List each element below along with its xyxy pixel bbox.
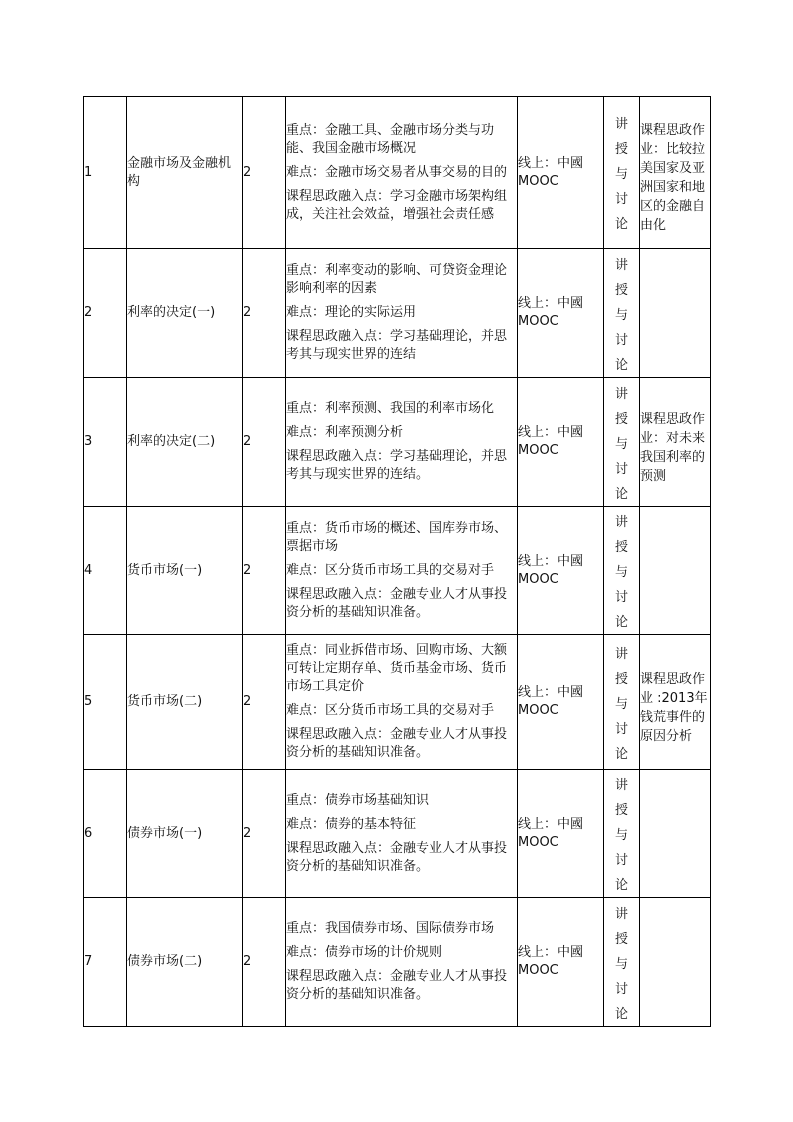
ideology-point: 课程思政融入点：金融专业人才从事投资分析的基础知识准备。: [286, 840, 508, 874]
topic: 利率的决定(二): [127, 434, 216, 449]
key-points: 重点：债券市场基础知识: [286, 792, 430, 808]
topic: 债券市场(一): [127, 825, 203, 841]
row-number: 7: [84, 954, 93, 969]
teaching-method-cell: [604, 97, 640, 249]
topic-cell: [127, 507, 243, 635]
teaching-method-char: 讨: [614, 192, 628, 207]
hours: 2: [243, 434, 252, 449]
teaching-method-char: 论: [614, 878, 628, 893]
hours-cell: [243, 249, 286, 378]
teaching-method-char: 讨: [614, 332, 628, 348]
row-number-cell: [84, 635, 127, 770]
content-cell: [286, 635, 518, 770]
key-points: 重点：利率预测、我国的利率市场化: [286, 401, 495, 416]
teaching-mode-cell: [518, 507, 604, 635]
teaching-method-char: 授: [614, 282, 628, 298]
content-cell: [286, 770, 518, 898]
teaching-method-cell: [604, 898, 640, 1027]
teaching-method-char: 讲: [614, 646, 628, 662]
ideology-point: 课程思政融入点：金融专业人才从事投资分析的基础知识准备。: [286, 969, 508, 1002]
course-schedule-table: [83, 96, 711, 1027]
content-cell: [286, 507, 518, 635]
teaching-method-char: 授: [614, 931, 628, 947]
ideology-point: 课程思政融入点：学习基础理论，并思考其与现实世界的连结。: [286, 449, 508, 482]
teaching-mode: 线上：中國MOOC: [518, 155, 584, 189]
teaching-mode: 线上：中國MOOC: [518, 553, 584, 587]
table-row: [84, 378, 711, 507]
difficulty: 难点：理论的实际运用: [286, 305, 417, 320]
key-points: 重点：金融工具、金融市场分类与功能、我国金融市场概况: [286, 122, 495, 156]
key-points: 重点：我国债券市场、国际债券市场: [286, 921, 495, 936]
homework-cell: [640, 378, 711, 507]
teaching-mode: 线上：中國MOOC: [518, 945, 584, 978]
row-number-cell: [84, 770, 127, 898]
homework-cell: [640, 898, 711, 1027]
teaching-method-char: 讲: [614, 117, 628, 132]
hours-cell: [243, 507, 286, 635]
teaching-method-char: 讲: [614, 906, 628, 922]
teaching-method-char: 与: [614, 956, 628, 972]
row-number: 2: [84, 305, 93, 320]
row-number: 3: [84, 434, 93, 449]
row-number: 5: [84, 694, 93, 709]
hours: 2: [243, 305, 252, 320]
teaching-mode: 线上：中國MOOC: [518, 816, 584, 850]
topic-cell: [127, 635, 243, 770]
row-number-cell: [84, 378, 127, 507]
difficulty: 难点：利率预测分析: [286, 425, 404, 440]
ideology-point: 课程思政融入点：学习金融市场架构组成，关注社会效益，增强社会责任感: [286, 188, 508, 222]
topic: 货币市场(一): [127, 562, 203, 578]
topic: 利率的决定(一): [127, 305, 216, 320]
ideology-point: 课程思政融入点：学习基础理论，并思考其与现实世界的连结: [286, 329, 508, 362]
hours: 2: [243, 562, 252, 578]
row-number-cell: [84, 249, 127, 378]
topic-cell: [127, 770, 243, 898]
difficulty: 难点：区分货币市场工具的交易对手: [286, 562, 495, 578]
ideology-point: 课程思政融入点：金融专业人才从事投资分析的基础知识准备。: [286, 727, 508, 760]
homework: 课程思政作业 :2013年钱荒事件的原因分析: [640, 671, 708, 744]
difficulty: 难点：区分货币市场工具的交易对手: [286, 703, 495, 718]
teaching-method-char: 与: [614, 436, 628, 452]
table-row: [84, 97, 711, 249]
topic-cell: [127, 898, 243, 1027]
teaching-mode-cell: [518, 378, 604, 507]
teaching-mode: 线上：中國MOOC: [518, 425, 584, 458]
content-cell: [286, 97, 518, 249]
teaching-method-char: 与: [614, 828, 628, 843]
topic: 金融市场及金融机构: [127, 155, 232, 189]
teaching-method-char: 论: [614, 357, 628, 373]
row-number: 6: [84, 825, 93, 841]
teaching-method-char: 与: [614, 696, 628, 712]
table-row: [84, 249, 711, 378]
teaching-method-char: 论: [614, 217, 628, 232]
topic-cell: [127, 97, 243, 249]
key-points: 重点：货币市场的概述、国库券市场、票据市场: [286, 520, 508, 554]
teaching-method-cell: [604, 249, 640, 378]
key-points: 重点：同业拆借市场、回购市场、大额可转让定期存单、货币基金市场、货币市场工具定价: [286, 643, 508, 694]
homework-cell: [640, 97, 711, 249]
hours-cell: [243, 635, 286, 770]
teaching-method-char: 授: [614, 803, 628, 818]
topic-cell: [127, 378, 243, 507]
teaching-method-char: 与: [614, 167, 628, 182]
teaching-mode: 线上：中國MOOC: [518, 296, 584, 329]
difficulty: 难点：债券市场的计价规则: [286, 945, 443, 960]
teaching-mode-cell: [518, 249, 604, 378]
topic: 货币市场(二): [127, 694, 203, 709]
row-number-cell: [84, 507, 127, 635]
table-body: [84, 97, 711, 1027]
teaching-method-char: 讨: [614, 853, 628, 868]
hours-cell: [243, 770, 286, 898]
hours-cell: [243, 97, 286, 249]
row-number-cell: [84, 898, 127, 1027]
homework-cell: [640, 770, 711, 898]
teaching-method-char: 讨: [614, 981, 628, 997]
teaching-method-char: 讨: [614, 461, 628, 477]
row-number: 1: [84, 164, 93, 180]
teaching-mode-cell: [518, 770, 604, 898]
teaching-method-char: 论: [614, 746, 628, 762]
teaching-method-char: 论: [614, 615, 628, 630]
teaching-mode-cell: [518, 635, 604, 770]
homework: 课程思政作业：比较拉美国家及亚洲国家和地区的金融自由化: [640, 123, 706, 233]
teaching-method-char: 讲: [614, 386, 628, 402]
homework-cell: [640, 249, 711, 378]
teaching-method-char: 论: [614, 1006, 628, 1022]
hours: 2: [243, 694, 252, 709]
content-cell: [286, 898, 518, 1027]
hours-cell: [243, 898, 286, 1027]
teaching-method-char: 授: [614, 540, 628, 555]
teaching-method-char: 授: [614, 411, 628, 427]
table-row: [84, 770, 711, 898]
teaching-method-char: 讲: [614, 778, 628, 793]
row-number-cell: [84, 97, 127, 249]
teaching-method-cell: [604, 378, 640, 507]
hours: 2: [243, 164, 252, 180]
teaching-method-char: 与: [614, 307, 628, 323]
homework-cell: [640, 635, 711, 770]
teaching-mode-cell: [518, 97, 604, 249]
teaching-mode-cell: [518, 898, 604, 1027]
teaching-method-char: 授: [614, 671, 628, 687]
teaching-method-char: 与: [614, 565, 628, 580]
ideology-point: 课程思政融入点：金融专业人才从事投资分析的基础知识准备。: [286, 586, 508, 620]
homework: 课程思政作业：对未来我国利率的预测: [640, 411, 706, 484]
teaching-method-cell: [604, 635, 640, 770]
table-row: [84, 635, 711, 770]
teaching-method-char: 讲: [614, 257, 628, 273]
row-number: 4: [84, 562, 93, 578]
homework-cell: [640, 507, 711, 635]
table-row: [84, 507, 711, 635]
teaching-mode: 线上：中國MOOC: [518, 685, 584, 718]
difficulty: 难点：金融市场交易者从事交易的目的: [286, 164, 508, 180]
teaching-method-char: 讲: [614, 515, 628, 530]
teaching-method-char: 论: [614, 486, 628, 502]
hours-cell: [243, 378, 286, 507]
content-cell: [286, 378, 518, 507]
teaching-method-char: 讨: [614, 590, 628, 605]
topic-cell: [127, 249, 243, 378]
content-cell: [286, 249, 518, 378]
difficulty: 难点：债券的基本特征: [286, 816, 417, 832]
teaching-method-char: 讨: [614, 721, 628, 737]
teaching-method-char: 授: [614, 142, 628, 157]
teaching-method-cell: [604, 507, 640, 635]
table-row: [84, 898, 711, 1027]
hours: 2: [243, 954, 252, 969]
key-points: 重点：利率变动的影响、可贷资金理论影响利率的因素: [286, 263, 508, 296]
teaching-method-cell: [604, 770, 640, 898]
topic: 债券市场(二): [127, 954, 203, 969]
hours: 2: [243, 825, 252, 841]
